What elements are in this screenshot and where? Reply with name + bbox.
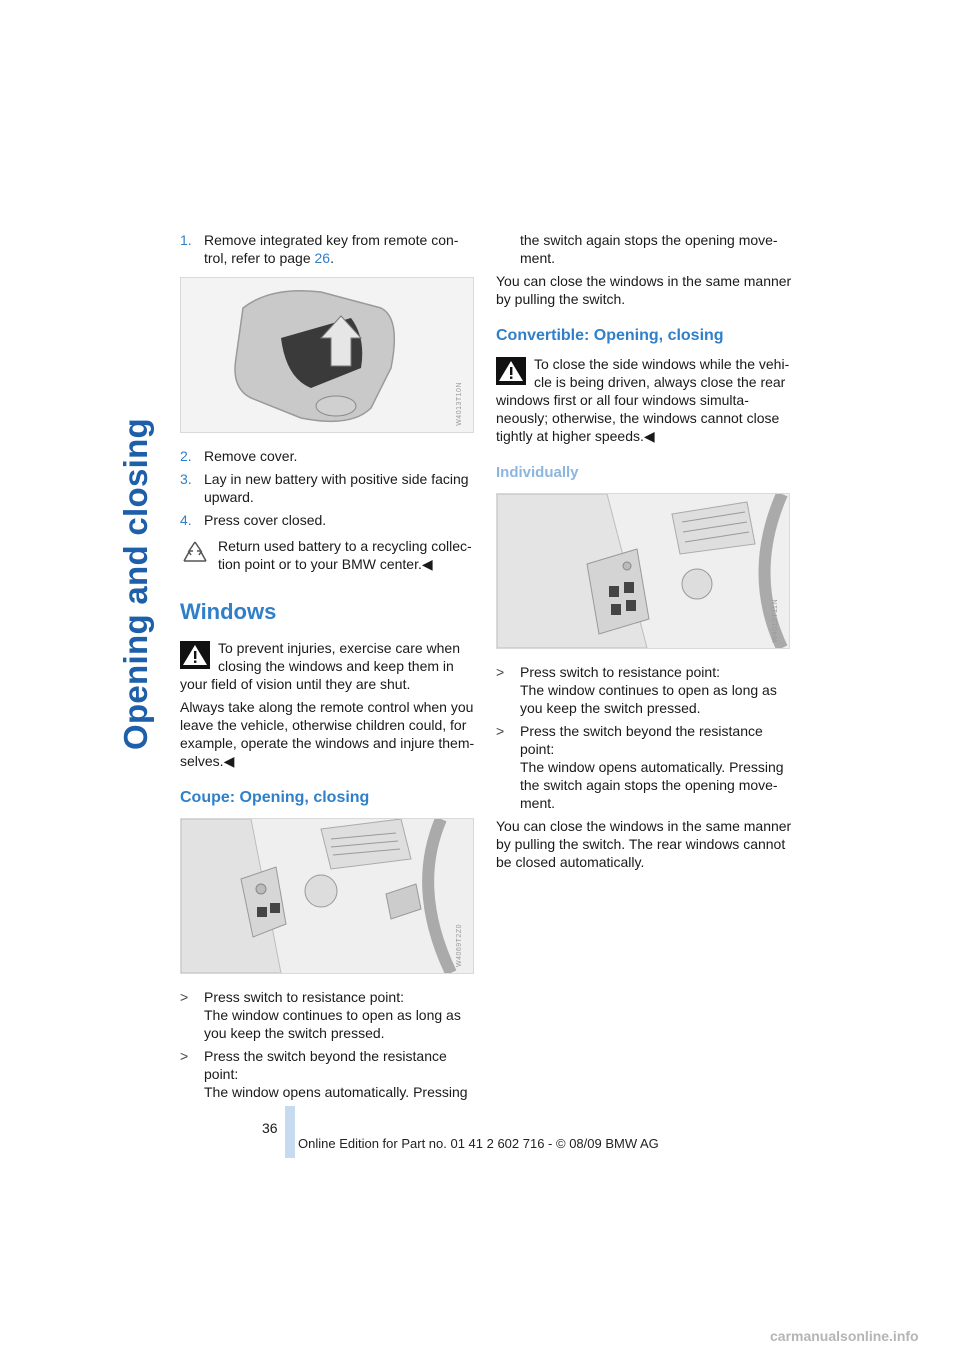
coupe-switch-figure: [180, 818, 474, 974]
convertible-heading: Convertible: Opening, closing: [496, 327, 724, 344]
remote-key-figure: [180, 277, 474, 433]
figure-code: W4069T2Z0: [456, 923, 463, 967]
step-1: 1. Remove integrated key from remote con-trol, refer to page 26.: [180, 232, 459, 266]
step-4: 4. Press cover closed.: [180, 512, 327, 528]
windows-warning-cont: Always take along the remote control when you leave the vehicle, otherwise children could, for example, operate the windows and injure them-selves.◀: [180, 699, 475, 769]
right-column: [496, 231, 792, 876]
coupe-bullet-2: > Press the switch beyond the resistance point: The window opens automatically. Pressing: [180, 1048, 468, 1100]
page-number: 36: [262, 1120, 278, 1136]
figure-code: W4013T11N: [772, 598, 779, 642]
convertible-warning: To close the side windows while the vehi-cle is being driven, always close the rear windows first or all four windows simulta-neously; otherwise, the windows cannot close tightly at higher speeds.◀: [496, 356, 790, 444]
figure-code: W4013T10N: [456, 382, 463, 426]
bullet-continuation: the switch again stops the opening move-ment.: [520, 232, 778, 266]
warning-icon: [180, 641, 210, 669]
convertible-bullet-2: > Press the switch beyond the resistance point: The window opens automatically. Pressing the switch again stops the opening move-ment.: [496, 723, 784, 811]
step-3: 3. Lay in new battery with positive side facing upward.: [180, 471, 469, 505]
coupe-bullet-1: > Press switch to resistance point: The window continues to open as long as you keep the switch pressed.: [180, 989, 461, 1041]
step-2: 2. Remove cover.: [180, 448, 298, 464]
individually-heading: Individually: [496, 464, 579, 481]
convertible-bullet-1: > Press switch to resistance point: The window continues to open as long as you keep the switch pressed.: [496, 664, 777, 716]
convertible-door-illustration: [497, 494, 789, 648]
chapter-title: Opening and closing: [117, 417, 154, 751]
coupe-door-illustration: [181, 819, 473, 973]
recycle-icon: [180, 539, 210, 567]
convertible-switch-figure: [496, 493, 790, 649]
warning-icon: [496, 357, 526, 385]
watermark: carmanualsonline.info: [770, 1328, 919, 1344]
page-link[interactable]: 26: [314, 250, 331, 266]
close-text: You can close the windows in the same manner by pulling the switch.: [496, 273, 792, 307]
close-text-2: You can close the windows in the same manner by pulling the switch. The rear windows cannot be closed automatically.: [496, 818, 792, 870]
left-column: [180, 231, 476, 1106]
edition-footer: Online Edition for Part no. 01 41 2 602 716 - © 08/09 BMW AG: [298, 1136, 659, 1151]
remote-key-illustration: [181, 278, 473, 432]
recycle-note: Return used battery to a recycling collec-tion point or to your BMW center.◀: [180, 537, 476, 573]
windows-heading: Windows: [180, 599, 277, 624]
coupe-heading: Coupe: Opening, closing: [180, 789, 370, 806]
windows-warning: To prevent injuries, exercise care when closing the windows and keep them in your field of vision until they are shut.: [180, 640, 461, 692]
footer-bar: [285, 1106, 295, 1158]
